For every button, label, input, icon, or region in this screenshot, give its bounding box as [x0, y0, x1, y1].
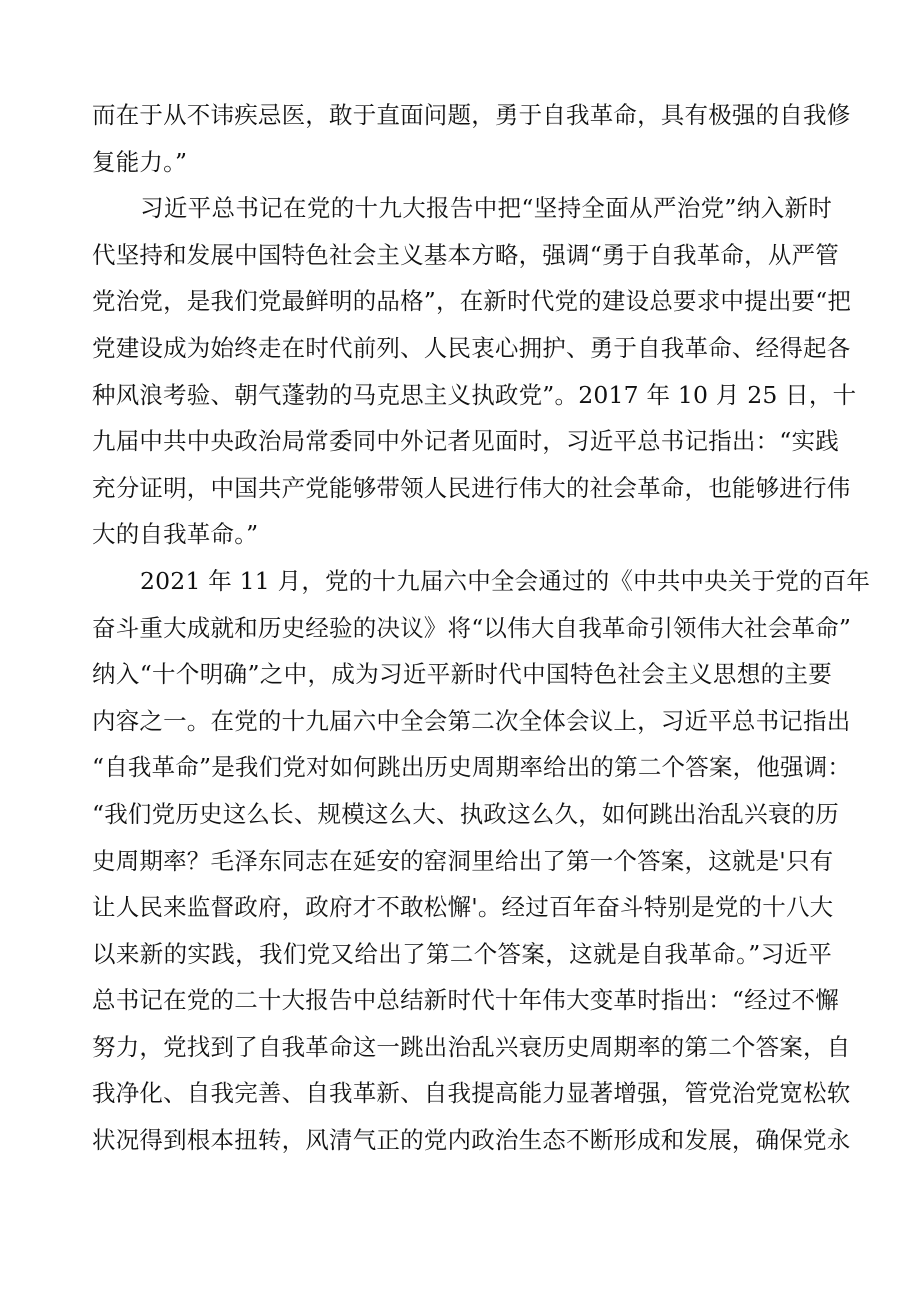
- document-page: [92, 92, 871, 1164]
- paragraph-first-line: 习近平总书记在党的十九大报告中把“坚持全面从严治党”纳入新时: [140, 194, 832, 223]
- text-line: 纳入“十个明确”之中，成为习近平新时代中国特色社会主义思想的主要: [92, 660, 832, 689]
- text-line: 种风浪考验、朝气蓬勃的马克思主义执政党”。2017 年 10 月 25 日，十: [92, 380, 857, 409]
- paragraph-first-line: 2021 年 11 月，党的十九届六中全会通过的《中共中央关于党的百年: [140, 566, 871, 595]
- text-line: 党治党，是我们党最鲜明的品格”，在新时代党的建设总要求中提出要“把: [92, 287, 852, 316]
- text-line: 奋斗重大成就和历史经验的决议》将“以伟大自我革命引领伟大社会革命”: [92, 613, 852, 642]
- text-line: 大的自我革命。”: [92, 520, 259, 549]
- text-line: 而在于从不讳疾忌医，敢于直面问题，勇于自我革命，具有极强的自我修: [92, 101, 851, 129]
- text-line: 党建设成为始终走在时代前列、人民衷心拥护、勇于自我革命、经得起各: [92, 333, 851, 362]
- text-line: 努力，党找到了自我革命这一跳出治乱兴衰历史周期率的第二个答案，自: [92, 1032, 851, 1061]
- text-line: 状况得到根本扭转，风清气正的党内政治生态不断形成和发展，确保党永: [92, 1126, 851, 1155]
- text-line: “自我革命”是我们党对如何跳出历史周期率给出的第二个答案，他强调：: [92, 753, 852, 782]
- text-line: 充分证明，中国共产党能够带领人民进行伟大的社会革命，也能够进行伟: [92, 473, 851, 502]
- text-line: 代坚持和发展中国特色社会主义基本方略，强调“勇于自我革命，从严管: [92, 240, 839, 269]
- text-line: 以来新的实践，我们党又给出了第二个答案，这就是自我革命。”习近平: [92, 939, 832, 968]
- text-line: “我们党历史这么长、规模这么大、执政这么久，如何跳出治乱兴衰的历: [92, 799, 839, 828]
- text-line: 让人民来监督政府，政府才不敢松懈'。经过百年奋斗特别是党的十八大: [92, 893, 834, 922]
- text-line: 九届中共中央政治局常委同中外记者见面时，习近平总书记指出：“实践: [92, 427, 839, 456]
- text-line: 复能力。”: [92, 147, 188, 176]
- text-line: 我净化、自我完善、自我革新、自我提高能力显著增强，管党治党宽松软: [92, 1079, 851, 1108]
- text-line: 总书记在党的二十大报告中总结新时代十年伟大变革时指出：“经过不懈: [92, 986, 839, 1015]
- text-line: 史周期率？毛泽东同志在延安的窑洞里给出了第一个答案，这就是'只有: [92, 846, 834, 875]
- text-line: 内容之一。在党的十九届六中全会第二次全体会议上，习近平总书记指出: [92, 706, 851, 735]
